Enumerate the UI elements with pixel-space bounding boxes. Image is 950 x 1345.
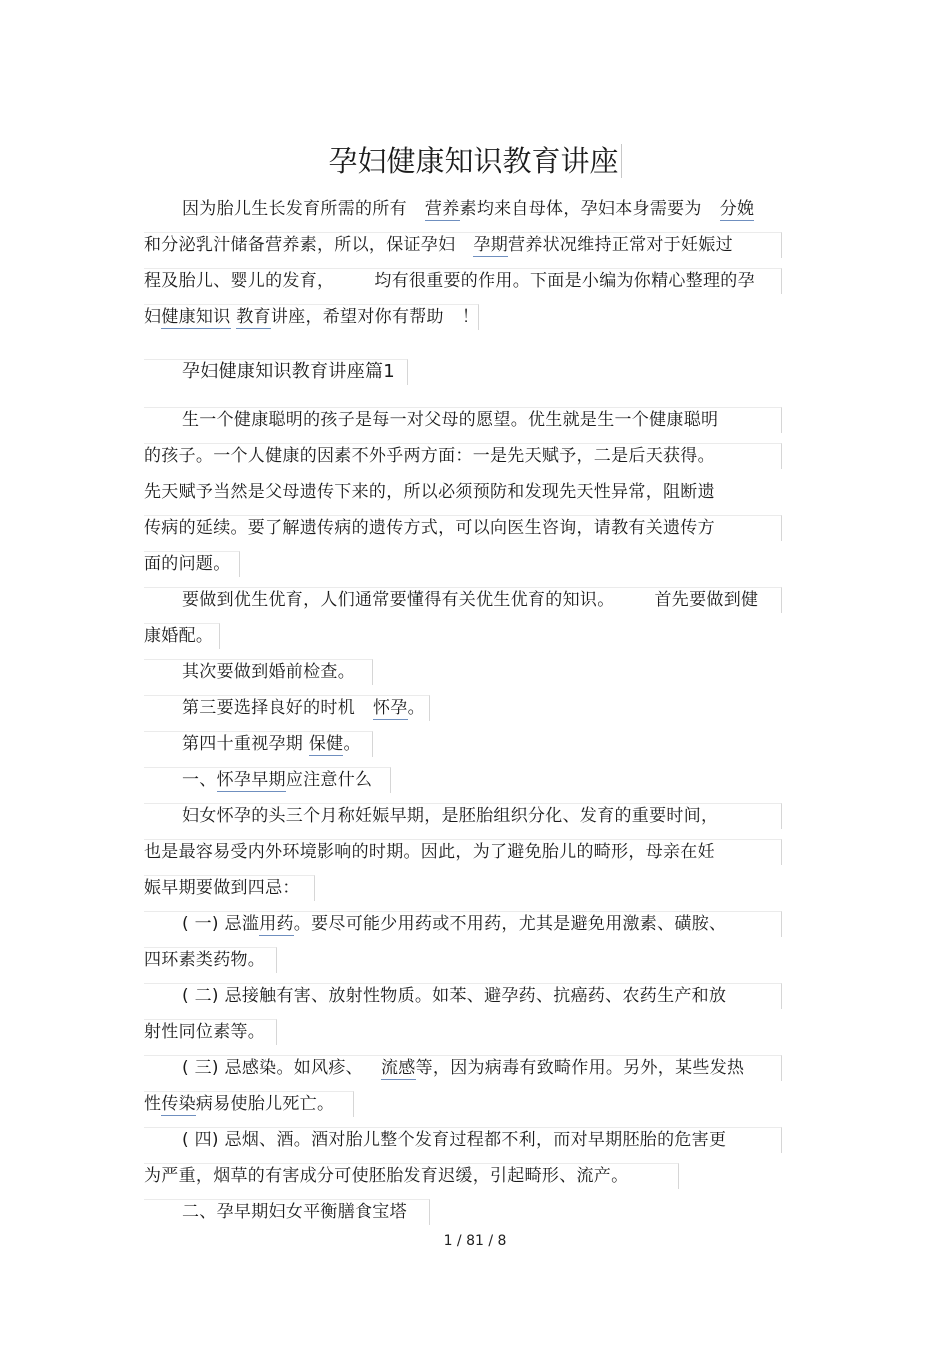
body-line: ( 二) 忌接触有害、放射性物质。如苯、避孕药、抗癌药、农药生产和放	[182, 986, 727, 1006]
body-line: 生一个健康聪明的孩子是每一对父母的愿望。优生就是生一个健康聪明	[182, 410, 719, 430]
intro-line-4: 妇健康知识 教育讲座，希望对你有帮助 ！	[144, 307, 480, 327]
body-line: 面的问题。	[144, 554, 231, 574]
section-title: 孕妇健康知识教育讲座篇1	[182, 361, 396, 382]
body-line: ( 一) 忌滥用药。要尽可能少用药或不用药，尤其是避免用激素、磺胺、	[182, 914, 727, 934]
intro-line-2: 和分泌乳汁储备营养素，所以，保证孕妇 孕期营养状况维持正常对于妊娠过	[144, 235, 733, 255]
body-line: ( 三) 忌感染。如风疹、 流感等，因为病毒有致畸作用。另外，某些发热	[182, 1058, 745, 1078]
subheading: 一、怀孕早期应注意什么	[182, 770, 373, 790]
body-line: 康婚配。	[144, 626, 214, 646]
link-infection[interactable]: 传染	[161, 1094, 196, 1114]
body-line: 射性同位素等。	[144, 1022, 266, 1042]
body-line: 其次要做到婚前检查。	[182, 662, 355, 682]
link-early-pregnancy[interactable]: 怀孕早期	[216, 770, 286, 790]
link-education[interactable]: 教育	[236, 307, 271, 327]
body-line: 要做到优生优育，人们通常要懂得有关优生优育的知识。 首先要做到健	[182, 590, 759, 610]
link-healthcare[interactable]: 保健	[308, 734, 344, 754]
body-line: 为严重，烟草的有害成分可使胚胎发育迟缓，引起畸形、流产。	[144, 1166, 629, 1186]
body-line: 性传染病易使胎儿死亡。	[144, 1094, 335, 1114]
link-pregnancy-period[interactable]: 孕期	[473, 235, 509, 255]
body-line: ( 四) 忌烟、酒。酒对胎儿整个发育过程都不利，而对早期胚胎的危害更	[182, 1130, 727, 1150]
body-line: 娠早期要做到四忌：	[144, 878, 300, 898]
body-line: 先天赋予当然是父母遗传下来的，所以必须预防和发现先天性异常，阻断遗	[144, 482, 715, 502]
link-delivery[interactable]: 分娩	[719, 199, 755, 219]
body-line: 第三要选择良好的时机 怀孕。	[182, 698, 425, 718]
link-influenza[interactable]: 流感	[380, 1058, 416, 1078]
page-number: 1 / 81 / 8	[443, 1233, 507, 1249]
link-conception[interactable]: 怀孕	[373, 698, 408, 718]
body-line: 妇女怀孕的头三个月称妊娠早期，是胚胎组织分化、发育的重要时间，	[182, 806, 719, 826]
body-line: 四环素类药物。	[144, 950, 266, 970]
body-line: 也是最容易受内外环境影响的时期。因此，为了避免胎儿的畸形，母亲在妊	[144, 842, 715, 862]
page-title: 孕妇健康知识教育讲座	[0, 140, 950, 182]
body-line: 传病的延续。要了解遗传病的遗传方式，可以向医生咨询，请教有关遗传方	[144, 518, 715, 538]
subheading: 二、孕早期妇女平衡膳食宝塔	[182, 1202, 407, 1222]
intro-line-3: 程及胎儿、婴儿的发育， 均有很重要的作用。下面是小编为你精心整理的孕	[144, 271, 755, 291]
link-health-knowledge[interactable]: 健康知识	[161, 307, 231, 327]
body-line: 第四十重视孕期 保健。	[182, 734, 361, 754]
link-nutrition[interactable]: 营养	[424, 199, 460, 219]
intro-line-1: 因为胎儿生长发育所需的所有 营养素均来自母体，孕妇本身需要为 分娩	[182, 199, 755, 219]
link-medication[interactable]: 用药	[259, 914, 294, 934]
body-line: 的孩子。一个人健康的因素不外乎两方面：一是先天赋予，二是后天获得。	[144, 446, 715, 466]
